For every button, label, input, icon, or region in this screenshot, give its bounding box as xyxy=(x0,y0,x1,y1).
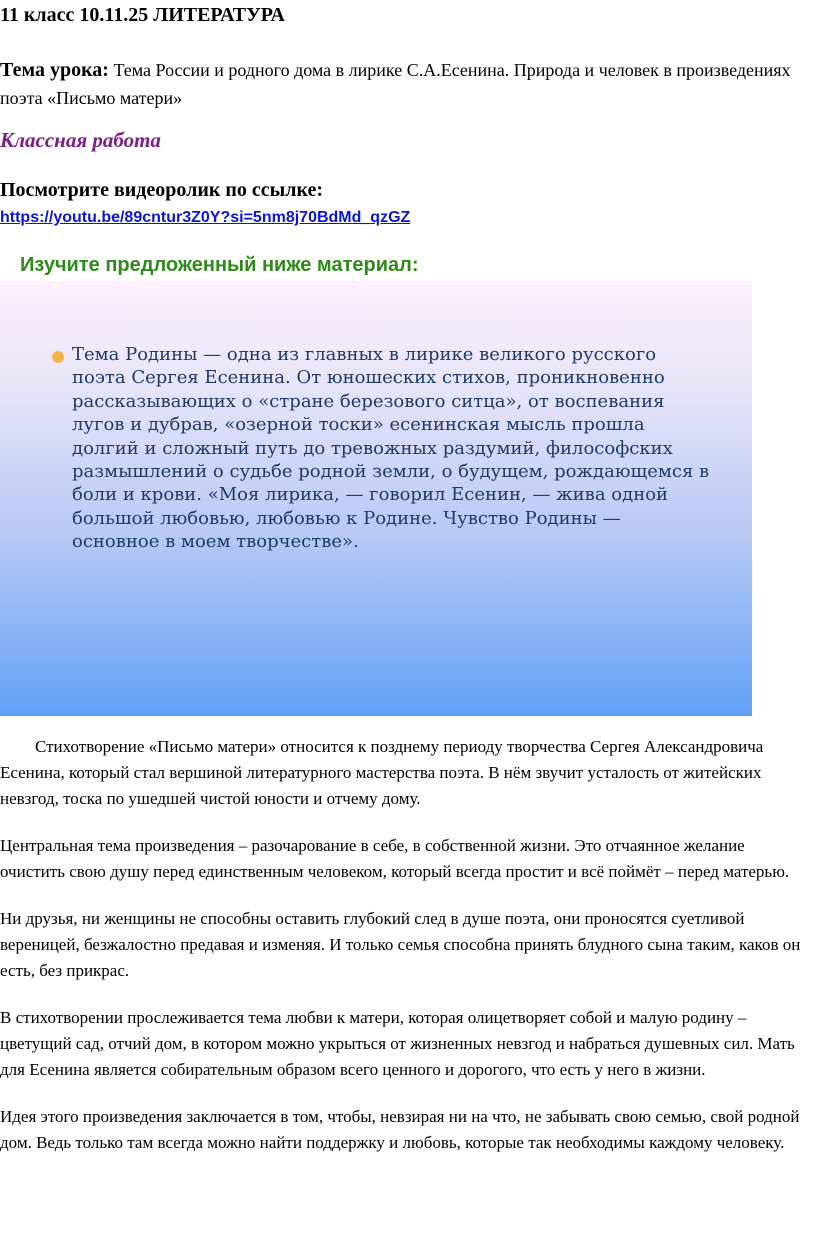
slide-text: Тема Родины — одна из главных в лирике великого русского поэта Сергея Есенина. От юношеских стихов, проникновенно рассказывающих о «стране березового ситца», от воспевания лугов и дубрав, «озерной тоски» есенинская мысль прошла долгий и сложный путь до тревожных раздумий, философских размышлений о судьбе родной земли, о будущем, рождающемся в боли и крови. «Моя лирика, — говорил Есенин, — жива одной большой любовью, любовью к Родине. Чувство Родины — основное в моем творчестве». xyxy=(72,344,710,553)
study-prompt: Изучите предложенный ниже материал: xyxy=(20,254,419,276)
paragraph: В стихотворении прослеживается тема любви к матери, которая олицетворяет собой и малую родину – цветущий сад, отчий дом, в котором можно укрыться от жизненных невзгод и набраться душевных сил. Мать для Есенина является собирательным образом всего ценного и дорогого, что есть у него в жизни. xyxy=(0,1008,795,1079)
video-prompt: Посмотрите видеоролик по ссылке: xyxy=(0,179,324,201)
paragraph: Идея этого произведения заключается в том, чтобы, невзирая ни на что, не забывать свою семью, свой родной дом. Ведь только там всегда можно найти поддержку и любовь, которые так необходимы каждому человеку. xyxy=(0,1107,800,1152)
lesson-header: 11 класс 10.11.25 ЛИТЕРАТУРА xyxy=(0,4,285,26)
topic-text: Тема России и родного дома в лирике С.А.Есенина. Природа и человек в произведениях поэта «Письмо матери» xyxy=(0,60,791,108)
paragraph: Центральная тема произведения – разочарование в себе, в собственной жизни. Это отчаянное желание очистить свою душу перед единственным человеком, который всегда простит и всё поймёт – перед матерью. xyxy=(0,836,790,881)
classwork-heading: Классная работа xyxy=(0,128,161,152)
lesson-topic xyxy=(0,56,812,112)
slide-image xyxy=(0,281,752,716)
video-link[interactable]: https://youtu.be/89cntur3Z0Y?si=5nm8j70BdMd_qzGZ xyxy=(0,209,411,226)
article-body xyxy=(0,734,810,1177)
bullet-icon xyxy=(52,351,64,363)
topic-label: Тема урока: xyxy=(0,59,109,81)
paragraph: Ни друзья, ни женщины не способны оставить глубокий след в душе поэта, они проносятся суетливой вереницей, безжалостно предавая и изменяя. И только семья способна принять блудного сына таким, каков он есть, без прикрас. xyxy=(0,909,801,980)
paragraph: Стихотворение «Письмо матери» относится к позднему периоду творчества Сергея Александровича Есенина, который стал вершиной литературного мастерства поэта. В нём звучит усталость от житейских невзгод, тоска по ушедшей чистой юности и отчему дому. xyxy=(0,737,764,808)
